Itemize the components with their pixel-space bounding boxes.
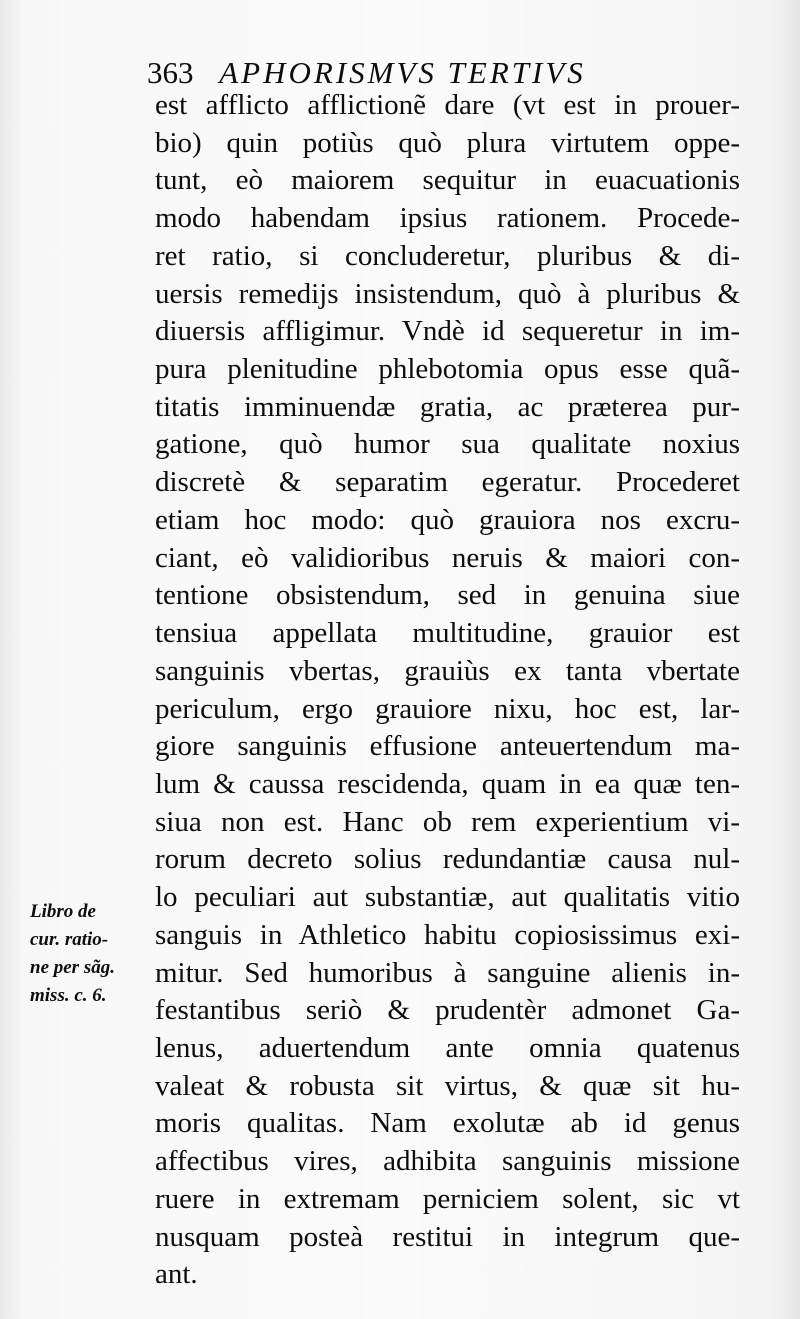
body-text [155, 87, 740, 1294]
margin-note-line: miss. c. 6. [30, 985, 107, 1006]
text-line: diuersis affligimur. Vndè id sequeretur in im- [155, 315, 740, 348]
text-line: tentione obsistendum, sed in genuina siue [155, 579, 740, 612]
text-line: etiam hoc modo: quò grauiora nos excru- [155, 503, 740, 536]
text-line: sanguinis vbertas, grauiùs ex tanta vbertate [155, 654, 740, 687]
page-number: 363 [147, 55, 194, 90]
text-line: lenus, aduertendum ante omnia quatenus [155, 1031, 740, 1064]
text-line: discretè & separatim egeratur. Procederet [155, 466, 740, 499]
text-line: pura plenitudine phlebotomia opus esse quã- [155, 353, 740, 386]
text-line: festantibus seriò & prudentèr admonet Ga- [155, 994, 740, 1027]
text-line: siua non est. Hanc ob rem experientium vi- [155, 805, 740, 838]
text-line: moris qualitas. Nam exolutæ ab id genus [155, 1107, 740, 1140]
text-line: valeat & robusta sit virtus, & quæ sit hu- [155, 1069, 740, 1102]
text-line: tensiua appellata multitudine, grauior est [155, 617, 740, 650]
margin-note [30, 898, 155, 1010]
text-line: titatis imminuendæ gratia, ac præterea pur- [155, 390, 740, 423]
margin-note-line: Libro de [30, 901, 96, 922]
text-line: gatione, quò humor sua qualitate noxius [155, 428, 740, 461]
text-line: ruere in extremam perniciem solent, sic vt [155, 1182, 740, 1215]
text-line: ret ratio, si concluderetur, pluribus & di- [155, 239, 740, 272]
text-line: ant. [155, 1258, 198, 1291]
text-line: affectibus vires, adhibita sanguinis missione [155, 1145, 740, 1178]
text-line: mitur. Sed humoribus à sanguine alienis in- [155, 956, 740, 989]
text-line: modo habendam ipsius rationem. Procede- [155, 202, 740, 235]
text-line: lo peculiari aut substantiæ, aut qualitatis vitio [155, 881, 740, 914]
text-line: lum & caussa rescidenda, quam in ea quæ ten- [155, 767, 740, 800]
margin-note-line: cur. ratio- [30, 929, 109, 950]
text-line: nusquam posteà restitui in integrum que- [155, 1220, 740, 1253]
text-line: uersis remedijs insistendum, quò à pluribus & [155, 277, 740, 310]
margin-note-line: ne per sãg. [30, 957, 115, 978]
text-line: tunt, eò maiorem sequitur in euacuationis [155, 164, 740, 197]
text-line: periculum, ergo grauiore nixu, hoc est, lar- [155, 692, 740, 725]
text-line: bio) quin potiùs quò plura virtutem oppe- [155, 126, 740, 159]
text-line: giore sanguinis effusione anteuertendum ma- [155, 730, 740, 763]
text-line: ciant, eò validioribus neruis & maiori con- [155, 541, 740, 574]
text-line: est afflicto afflictionẽ dare (vt est in prouer- [155, 89, 740, 121]
text-line: sanguis in Athletico habitu copiosissimus exi- [155, 918, 740, 951]
running-title: APHORISMVS TERTIVS [219, 55, 586, 90]
text-line: rorum decreto solius redundantiæ causa nul- [155, 843, 740, 876]
